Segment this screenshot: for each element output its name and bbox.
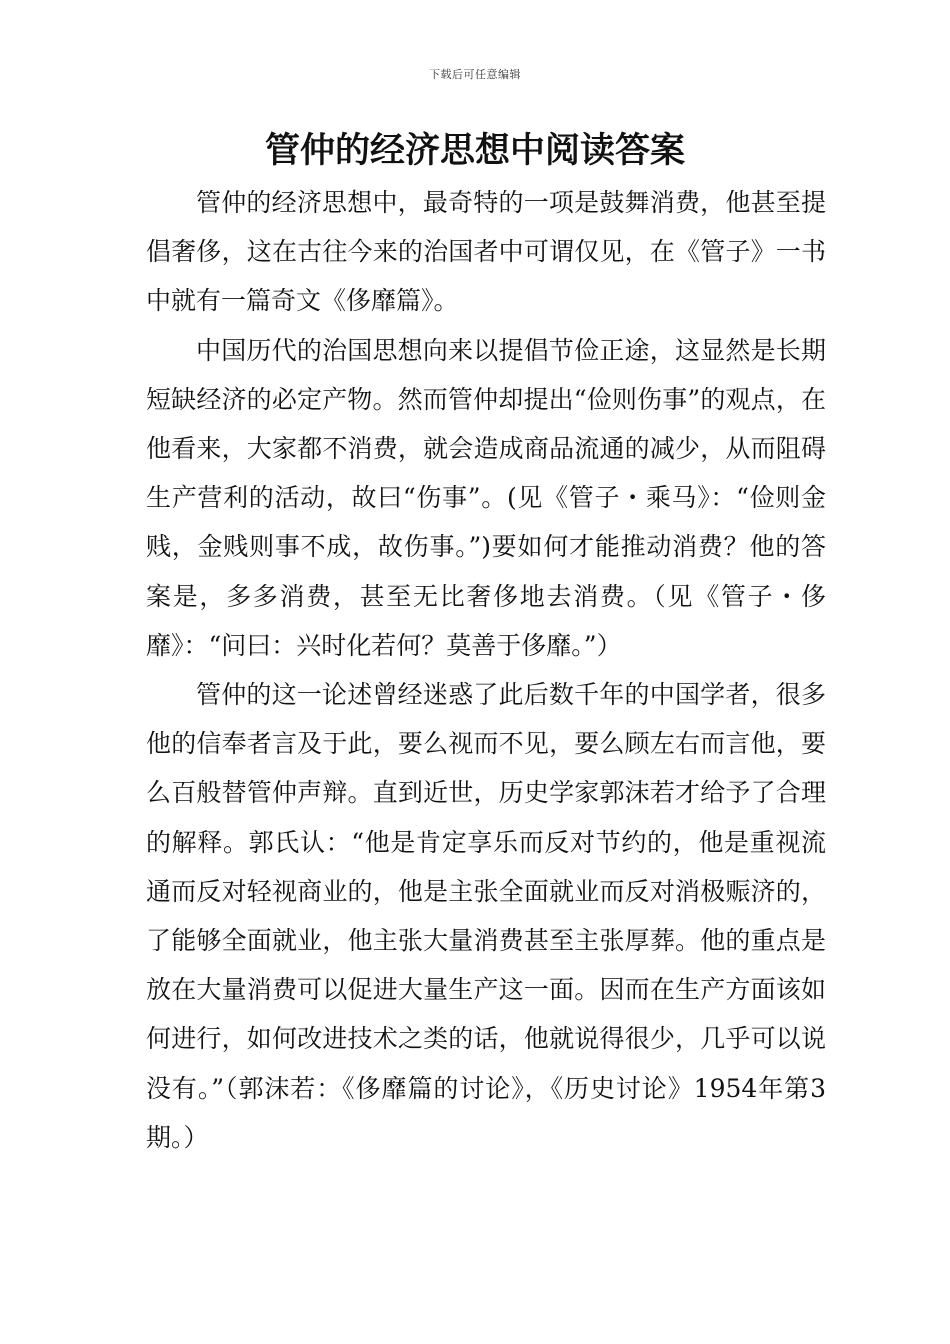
paragraph-2: 中国历代的治国思想向来以提倡节俭正途，这显然是长期短缺经济的必定产物。然而管仲却提出“俭则伤事”的观点，在他看来，大家都不消费，就会造成商品流通的减少，从而阻碍生产营利的活动，故曰“伤事”。(见《管子・乘马》：“俭则金贱，金贱则事不成，故伤事。”)要如何才能推动消费？他的答案是，多多消费，甚至无比奢侈地去消费。（见《管子・侈靡》：“问曰：兴时化若何？莫善于侈靡。”） bbox=[146, 335, 826, 660]
paragraph-1: 管仲的经济思想中，最奇特的一项是鼓舞消费，他甚至提倡奢侈，这在古往今来的治国者中可谓仅见，在《管子》一书中就有一篇奇文《侈靡篇》。 bbox=[146, 188, 826, 316]
header-note: 下载后可任意编辑 bbox=[429, 68, 521, 81]
article-body bbox=[146, 178, 826, 1162]
paragraph-3: 管仲的这一论述曾经迷惑了此后数千年的中国学者，很多他的信奉者言及于此，要么视而不见，要么顾左右而言他，要么百般替管仲声辩。直到近世，历史学家郭沫若才给予了合理的解释。郭氏认：“他是肯定享乐而反对节约的，他是重视流通而反对轻视商业的，他是主张全面就业而反对消极赈济的，了能够全面就业，他主张大量消费甚至主张厚葬。他的重点是放在大量消费可以促进大量生产这一面。因而在生产方面该如何进行，如何改进技术之类的话，他就说得很少，几乎可以说没有。”（郭沫若：《侈靡篇的讨论》，《历史讨论》1954年第3期。） bbox=[146, 680, 826, 1152]
page-title: 管仲的经济思想中阅读答案 bbox=[264, 131, 685, 171]
